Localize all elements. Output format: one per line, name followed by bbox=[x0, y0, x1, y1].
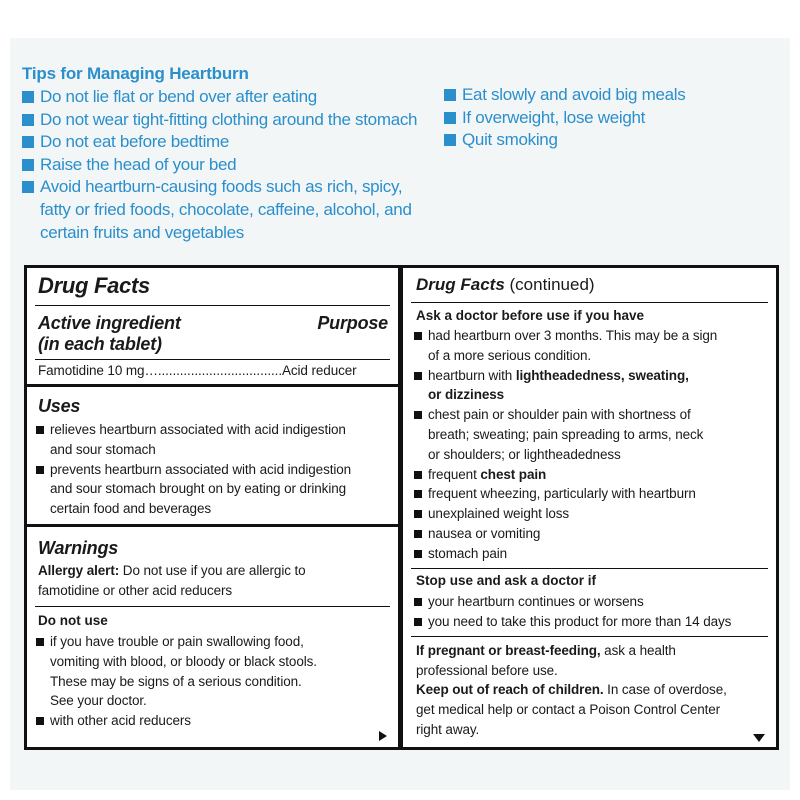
bullet-square-icon bbox=[22, 114, 34, 126]
tips-right-column bbox=[444, 84, 764, 152]
bullet-square-icon bbox=[22, 91, 34, 103]
pregnancy-warning: If pregnant or breast-feeding, ask a health professional before use. bbox=[416, 643, 676, 678]
bullet-square-icon bbox=[444, 134, 456, 146]
tip-item: If overweight, lose weight bbox=[444, 107, 764, 130]
tips-title: Tips for Managing Heartburn bbox=[22, 64, 249, 83]
list-item: prevents heartburn associated with acid indigestion and sour stomach brought on by eating or drinking certain food and beverages bbox=[36, 460, 390, 519]
list-item: if you have trouble or pain swallowing food, vomiting with blood, or bloody or black stools. These may be signs of a serious condition. See your doctor. bbox=[36, 632, 390, 711]
bullet-square-icon bbox=[36, 426, 44, 434]
bullet-square-icon bbox=[414, 490, 422, 498]
allergy-alert: Allergy alert: Do not use if you are allergic to famotidine or other acid reducers bbox=[38, 563, 306, 598]
section-rule bbox=[27, 524, 398, 527]
purpose-header: Purpose bbox=[317, 313, 388, 333]
list-item: frequent chest pain bbox=[414, 465, 768, 485]
list-item: you need to take this product for more than 14 days bbox=[414, 612, 768, 632]
bullet-square-icon bbox=[444, 89, 456, 101]
list-item: stomach pain bbox=[414, 544, 768, 564]
list-item: unexplained weight loss bbox=[414, 504, 768, 524]
bullet-square-icon bbox=[414, 332, 422, 340]
list-item: had heartburn over 3 months. This may be a sign of a more serious condition. bbox=[414, 326, 768, 366]
ask-doctor-list bbox=[414, 326, 768, 564]
tip-item: Avoid heartburn-causing foods such as rich, spicy, fatty or fried foods, chocolate, caffeine, alcohol, and certain fruits and vegetables bbox=[22, 176, 442, 244]
drug-facts-panel-left bbox=[24, 265, 401, 750]
stop-use-title: Stop use and ask a doctor if bbox=[416, 573, 597, 588]
bullet-square-icon bbox=[414, 550, 422, 558]
keep-out-of-reach: Keep out of reach of children. In case of overdose, get medical help or contact a Poison Control Center right away. bbox=[416, 682, 727, 737]
tip-item: Quit smoking bbox=[444, 129, 764, 152]
divider bbox=[35, 359, 390, 360]
bullet-square-icon bbox=[36, 466, 44, 474]
stop-use-list bbox=[414, 592, 768, 632]
ask-doctor-title: Ask a doctor before use if you have bbox=[416, 308, 645, 323]
tip-item: Raise the head of your bed bbox=[22, 154, 442, 177]
bullet-square-icon bbox=[22, 159, 34, 171]
tip-item: Eat slowly and avoid big meals bbox=[444, 84, 764, 107]
bullet-square-icon bbox=[22, 181, 34, 193]
drug-facts-continued-title: Drug Facts (continued) bbox=[416, 275, 595, 294]
continue-arrow-down-icon bbox=[753, 734, 765, 742]
tip-item: Do not eat before bedtime bbox=[22, 131, 442, 154]
bullet-square-icon bbox=[444, 112, 456, 124]
divider bbox=[411, 636, 768, 637]
bullet-square-icon bbox=[414, 411, 422, 419]
bullet-square-icon bbox=[414, 372, 422, 380]
bullet-square-icon bbox=[36, 717, 44, 725]
bullet-square-icon bbox=[414, 618, 422, 626]
continue-arrow-right-icon bbox=[379, 731, 387, 741]
list-item: with other acid reducers bbox=[36, 711, 390, 731]
tips-left-column bbox=[22, 86, 442, 244]
ingredient-row: Famotidine 10 mg…..................................Acid reducer bbox=[38, 363, 357, 378]
section-rule bbox=[27, 384, 398, 387]
drug-facts-panel-right bbox=[400, 265, 779, 750]
drug-facts-title: Drug Facts bbox=[38, 273, 150, 298]
list-item: nausea or vomiting bbox=[414, 524, 768, 544]
uses-list bbox=[36, 420, 390, 519]
bullet-square-icon bbox=[414, 471, 422, 479]
list-item: heartburn with lightheadedness, sweating, or dizziness bbox=[414, 366, 768, 406]
bullet-square-icon bbox=[22, 136, 34, 148]
bullet-square-icon bbox=[414, 598, 422, 606]
uses-title: Uses bbox=[38, 396, 81, 416]
warnings-title: Warnings bbox=[38, 538, 119, 558]
list-item: relieves heartburn associated with acid indigestion and sour stomach bbox=[36, 420, 390, 460]
divider bbox=[35, 606, 390, 607]
active-ingredient-header: Active ingredient (in each tablet) bbox=[38, 313, 181, 354]
bullet-square-icon bbox=[414, 510, 422, 518]
do-not-use-title: Do not use bbox=[38, 613, 108, 628]
bullet-square-icon bbox=[36, 638, 44, 646]
tip-item: Do not wear tight-fitting clothing around the stomach bbox=[22, 109, 442, 132]
tip-item: Do not lie flat or bend over after eating bbox=[22, 86, 442, 109]
divider bbox=[411, 568, 768, 569]
bullet-square-icon bbox=[414, 530, 422, 538]
divider bbox=[411, 302, 768, 303]
list-item: chest pain or shoulder pain with shortness of breath; sweating; pain spreading to arms, neck or shoulders; or lightheadedness bbox=[414, 405, 768, 464]
do-not-use-list bbox=[36, 632, 390, 731]
list-item: frequent wheezing, particularly with heartburn bbox=[414, 484, 768, 504]
tips-section bbox=[22, 64, 782, 242]
divider bbox=[35, 305, 390, 306]
list-item: your heartburn continues or worsens bbox=[414, 592, 768, 612]
